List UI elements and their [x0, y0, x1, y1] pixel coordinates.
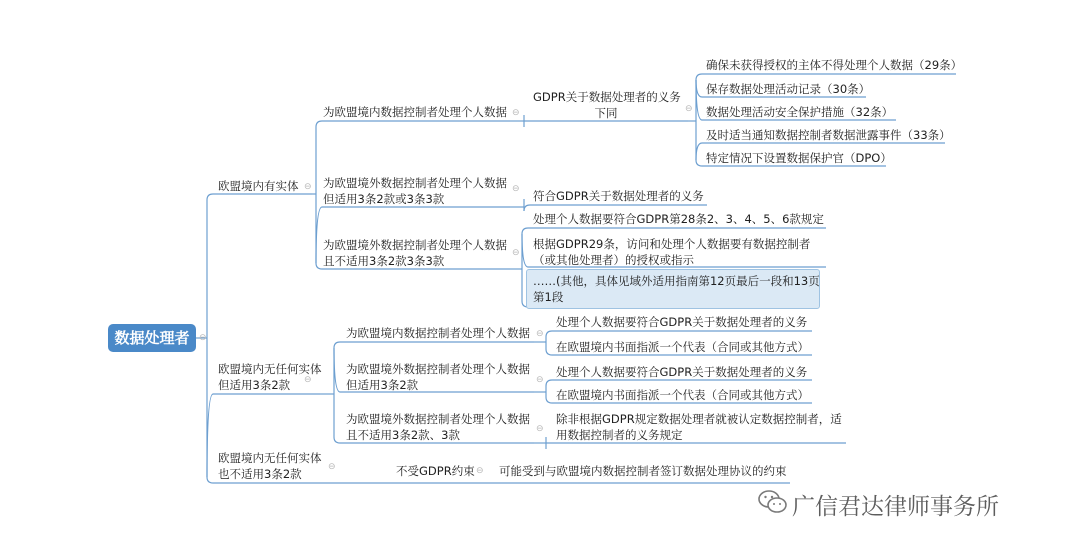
collapse-icon[interactable]: ⊖ [476, 466, 484, 476]
leaf-art33[interactable]: 及时适当通知数据控制者数据泄露事件（33条） [706, 128, 951, 142]
connector-line [696, 74, 956, 80]
node-non-eu-controller-applicable[interactable]: 为欧盟境外数据控制者处理个人数据 但适用3条2款或3条3款 [323, 176, 507, 206]
node-not-bound[interactable]: 不受GDPR约束 [396, 464, 475, 478]
wechat-icon [758, 489, 788, 515]
leaf-other-guidance[interactable]: ……(其他，具体见域外适用指南第12页最后一段和13页 第1段 [533, 274, 820, 304]
leaf-b1-representative-1[interactable]: 在欧盟境内书面指派一个代表（合同或其他方式） [556, 340, 809, 354]
collapse-icon[interactable]: ⊖ [512, 248, 520, 258]
branch-no-entity-no-art3-2[interactable]: 欧盟境内无任何实体 也不适用3条2款 [218, 451, 322, 481]
node-processor-obligations[interactable]: GDPR关于数据处理者的义务 下同 [533, 90, 681, 120]
node-eu-controller[interactable]: 为欧盟境内数据控制者处理个人数据 [323, 105, 507, 119]
collapse-icon[interactable]: ⊖ [685, 104, 693, 114]
node-non-eu-controller-not-applicable[interactable]: 为欧盟境外数据控制者处理个人数据 且不适用3条2款3条3款 [323, 238, 507, 268]
leaf-art29[interactable]: 确保未获得授权的主体不得处理个人数据（29条） [706, 58, 963, 72]
node-b1-non-eu-controller-applicable[interactable]: 为欧盟境外数据控制者处理个人数据 但适用3条2款 [346, 362, 530, 392]
leaf-art29-authorization[interactable]: 根据GDPR29条，访问和处理个人数据要有数据控制者 （或其他处理者）的授权或指示 [533, 237, 811, 267]
connector-line [546, 331, 812, 337]
collapse-icon[interactable]: ⊖ [199, 333, 207, 343]
collapse-icon[interactable]: ⊖ [304, 182, 312, 192]
leaf-dpa-bound[interactable]: 可能受到与欧盟境内数据控制者签订数据处理协议的约束 [499, 464, 787, 478]
leaf-comply-obligations[interactable]: 符合GDPR关于数据处理者的义务 [533, 189, 704, 203]
connector-line [316, 121, 510, 127]
collapse-icon[interactable]: ⊖ [512, 108, 520, 118]
branch-no-entity-art3-2[interactable]: 欧盟境内无任何实体 但适用3条2款 [218, 362, 322, 392]
leaf-dpo[interactable]: 特定情况下设置数据保护官（DPO） [706, 151, 892, 165]
node-b1-eu-controller[interactable]: 为欧盟境内数据控制者处理个人数据 [346, 326, 530, 340]
leaf-b1-comply-1[interactable]: 处理个人数据要符合GDPR关于数据处理者的义务 [556, 315, 808, 329]
collapse-icon[interactable]: ⊖ [536, 329, 544, 339]
collapse-icon[interactable]: ⊖ [512, 184, 520, 194]
collapse-icon[interactable]: ⊖ [536, 424, 544, 434]
leaf-art30[interactable]: 保存数据处理活动记录（30条） [706, 82, 871, 96]
connector-line [207, 194, 312, 200]
leaf-b1-representative-2[interactable]: 在欧盟境内书面指派一个代表（合同或其他方式） [556, 388, 809, 402]
leaf-art32[interactable]: 数据处理活动安全保护措施（32条） [706, 105, 894, 119]
connector-line [522, 228, 826, 234]
connector-line [334, 342, 534, 348]
collapse-icon[interactable]: ⊖ [304, 375, 312, 385]
watermark-text: 广信君达律师事务所 [792, 494, 999, 520]
leaf-art28[interactable]: 处理个人数据要符合GDPR第28条2、3、4、5、6款规定 [533, 212, 824, 226]
branch-eu-entity[interactable]: 欧盟境内有实体 [218, 179, 299, 193]
connector-line [546, 380, 812, 386]
leaf-b1-comply-2[interactable]: 处理个人数据要符合GDPR关于数据处理者的义务 [556, 365, 808, 379]
node-b1-non-eu-controller-not-applicable[interactable]: 为欧盟境外数据控制者处理个人数据 且不适用3条2款、3款 [346, 412, 530, 442]
root-node[interactable]: 数据处理者 [108, 324, 196, 352]
leaf-b1-controller-obligations[interactable]: 除非根据GDPR规定数据处理者就被认定数据控制者，适 用数据控制者的义务规定 [556, 412, 842, 442]
collapse-icon[interactable]: ⊖ [328, 462, 336, 472]
collapse-icon[interactable]: ⊖ [536, 375, 544, 385]
